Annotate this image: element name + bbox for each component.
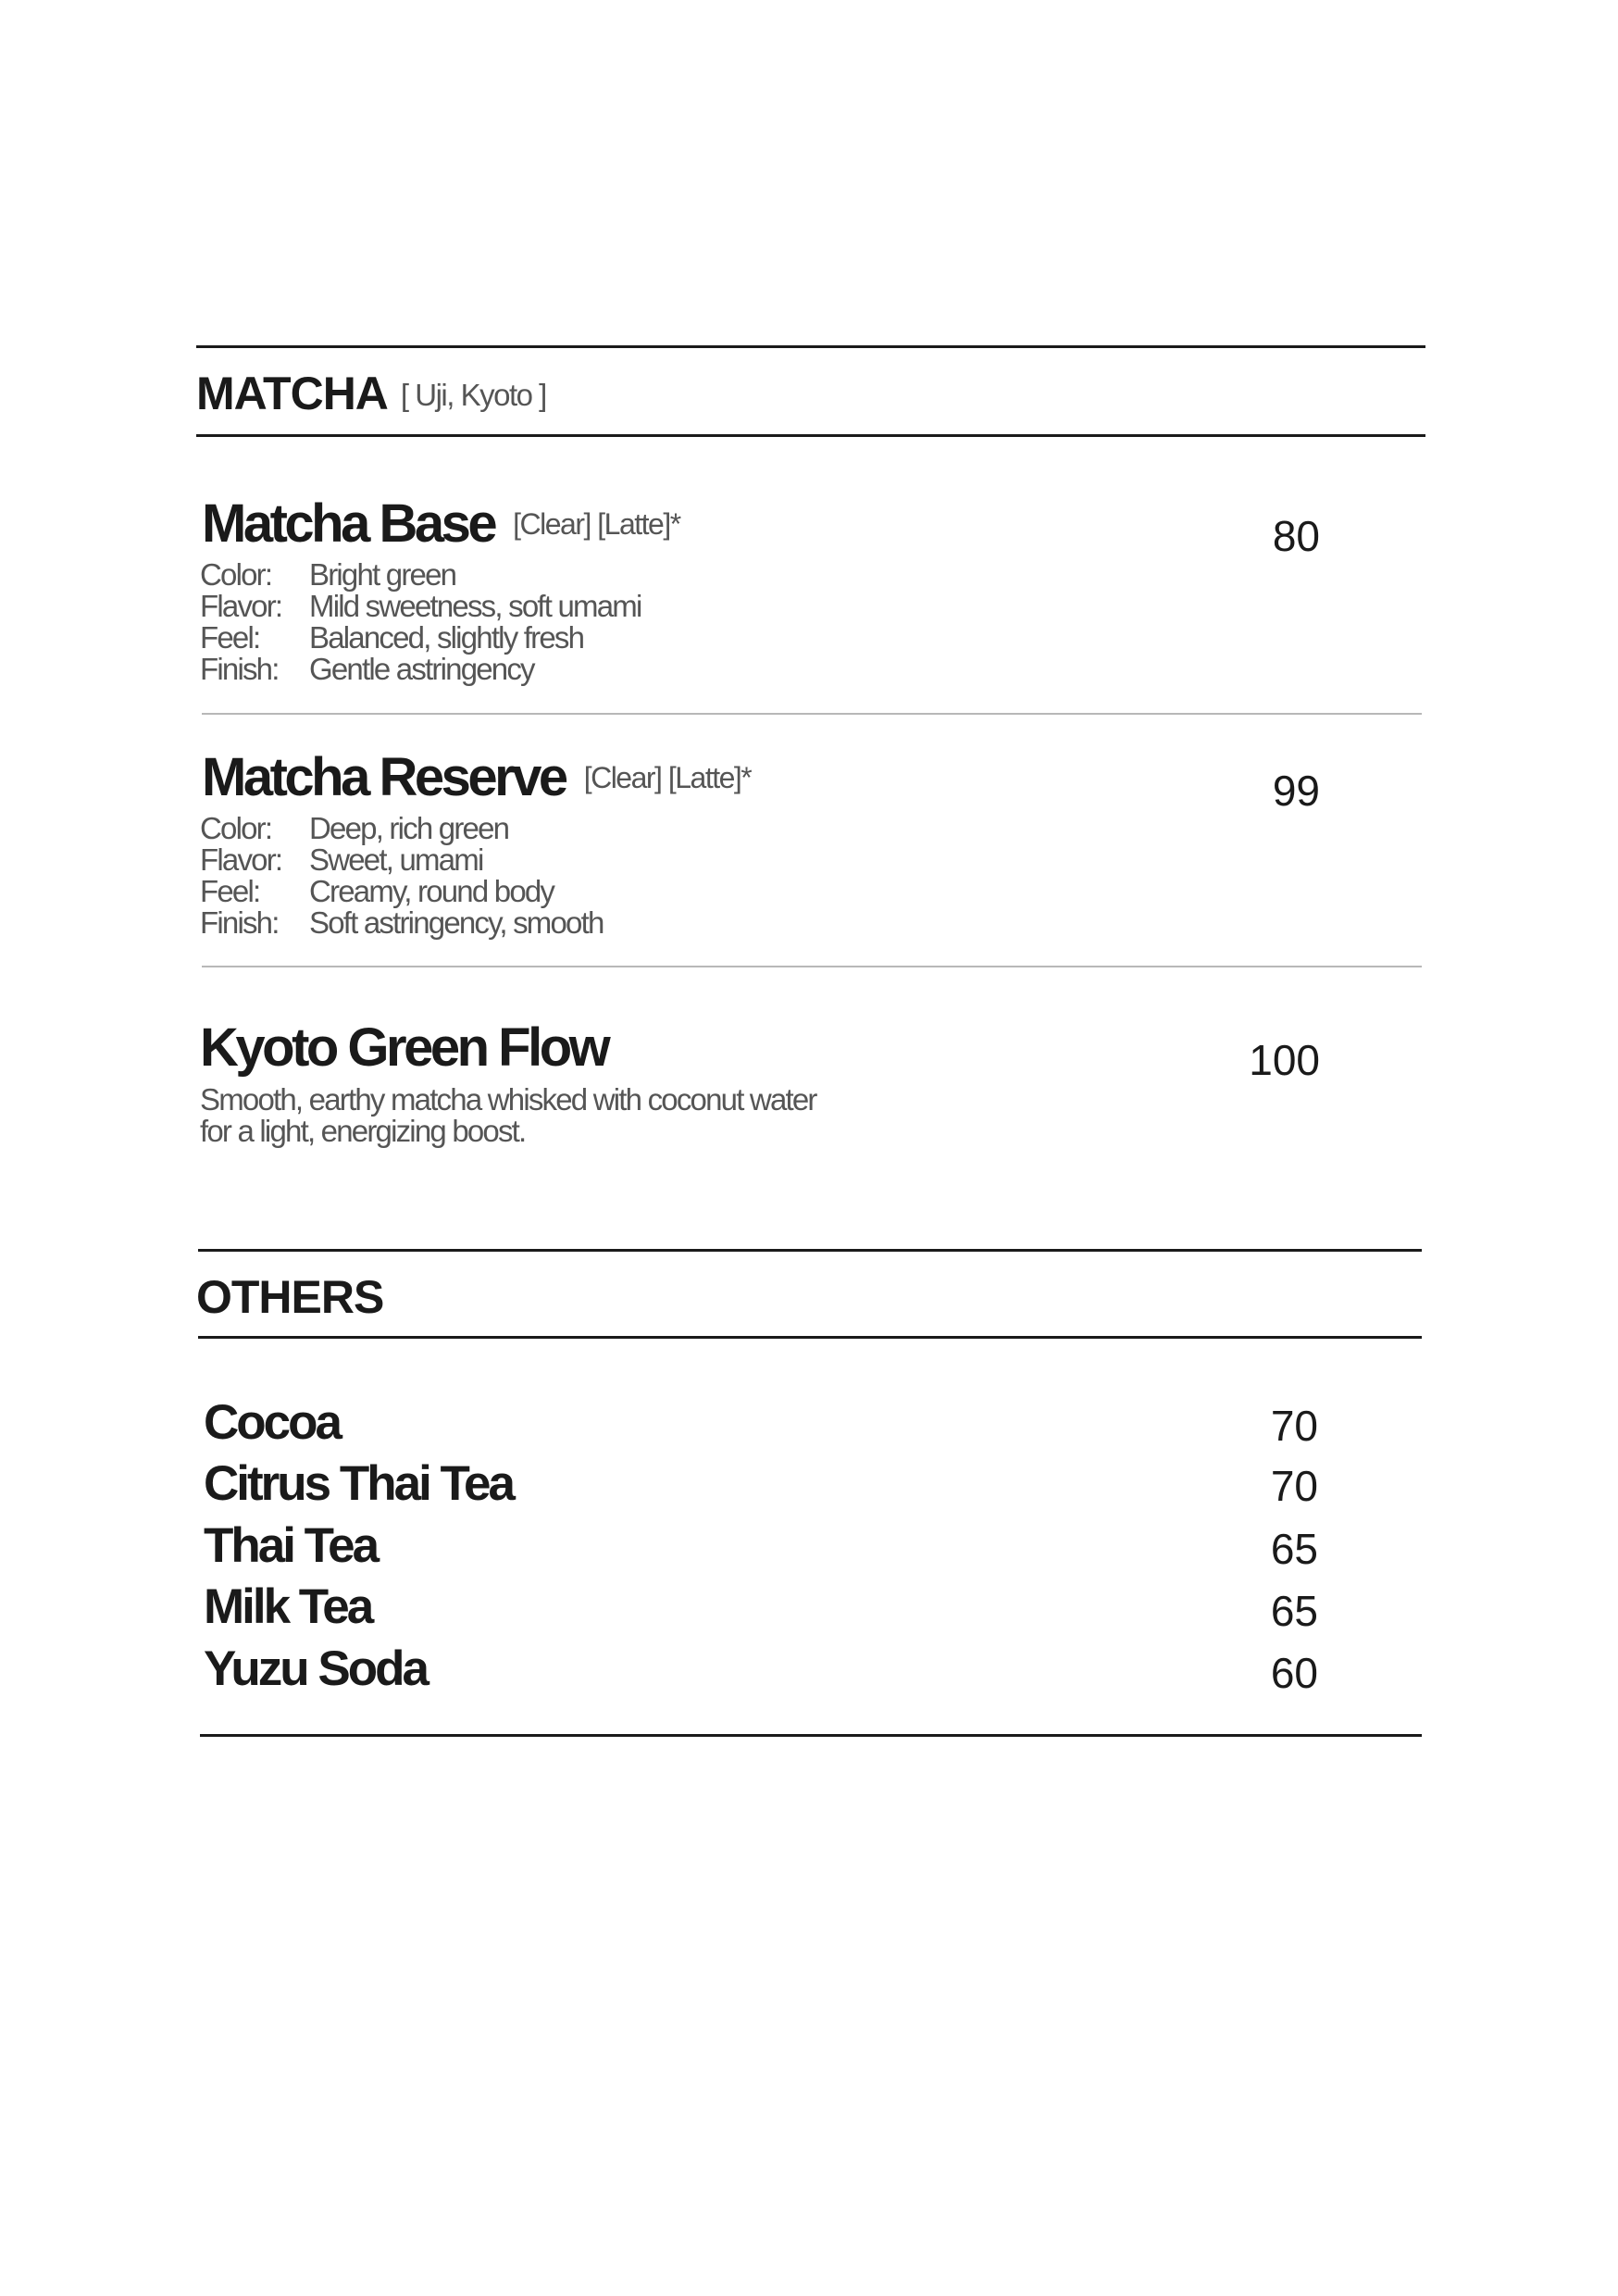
item-price: 100 [1249, 1036, 1320, 1084]
others-title-text: OTHERS [196, 1271, 384, 1323]
attribute-row-flavor [200, 844, 604, 876]
attribute-row-flavor [200, 591, 641, 622]
item-attributes [200, 559, 641, 685]
menu-item-citrus-thai-tea: Citrus Thai Tea [204, 1456, 513, 1511]
item-name: Matcha Reserve [202, 747, 566, 807]
attribute-label: Color: [200, 811, 272, 845]
attribute-label: Finish: [200, 905, 279, 940]
item-attributes [200, 813, 604, 939]
menu-item-milk-tea: Milk Tea [204, 1579, 372, 1634]
attribute-label: Feel: [200, 874, 260, 908]
item-description [200, 1084, 816, 1147]
menu-item-matcha-reserve [202, 747, 752, 807]
attribute-row-feel [200, 622, 641, 654]
attribute-value: Bright green [309, 557, 456, 592]
item-price: 60 [1270, 1649, 1318, 1697]
description-line: for a light, energizing boost. [200, 1114, 526, 1148]
menu-item-thai-tea: Thai Tea [204, 1518, 378, 1573]
matcha-title-text: MATCHA [196, 368, 388, 419]
item-price: 65 [1270, 1525, 1318, 1573]
attribute-value: Mild sweetness, soft umami [309, 589, 641, 623]
item-price: 80 [1272, 512, 1320, 560]
item-price: 99 [1272, 767, 1320, 815]
item-tags: [Clear] [Latte]* [583, 761, 752, 794]
item-price: 70 [1270, 1462, 1318, 1510]
menu-item-yuzu-soda: Yuzu Soda [204, 1641, 427, 1696]
attribute-row-finish [200, 654, 641, 685]
menu-item-cocoa: Cocoa [204, 1395, 340, 1450]
attribute-value: Balanced, slightly fresh [309, 620, 584, 655]
attribute-label: Color: [200, 557, 272, 592]
attribute-row-color [200, 813, 604, 844]
others-end-rule [200, 1734, 1422, 1737]
menu-item-matcha-base [202, 493, 680, 554]
item-divider [202, 713, 1422, 715]
matcha-top-rule [196, 345, 1425, 348]
item-price: 65 [1270, 1587, 1318, 1635]
item-divider [202, 966, 1422, 967]
attribute-value: Sweet, umami [309, 842, 483, 877]
matcha-origin-subtitle: [ Uji, Kyoto ] [400, 378, 546, 412]
attribute-value: Deep, rich green [309, 811, 509, 845]
others-bottom-rule [198, 1336, 1422, 1339]
others-top-rule [198, 1249, 1422, 1252]
attribute-row-finish [200, 907, 604, 939]
attribute-value: Creamy, round body [309, 874, 554, 908]
attribute-value: Soft astringency, smooth [309, 905, 604, 940]
item-name: Matcha Base [202, 493, 495, 554]
matcha-bottom-rule [196, 434, 1425, 437]
attribute-row-color [200, 559, 641, 591]
menu-item-kyoto-green-flow [200, 1017, 608, 1078]
others-section-title [196, 1271, 384, 1323]
attribute-value: Gentle astringency [309, 652, 534, 686]
attribute-label: Flavor: [200, 842, 282, 877]
matcha-section-title [196, 370, 546, 417]
item-tags: [Clear] [Latte]* [513, 507, 680, 541]
item-price: 70 [1270, 1402, 1318, 1450]
attribute-label: Finish: [200, 652, 279, 686]
attribute-row-feel [200, 876, 604, 907]
description-line: Smooth, earthy matcha whisked with coconut water [200, 1082, 816, 1117]
item-name: Kyoto Green Flow [200, 1017, 608, 1078]
attribute-label: Flavor: [200, 589, 282, 623]
attribute-label: Feel: [200, 620, 260, 655]
